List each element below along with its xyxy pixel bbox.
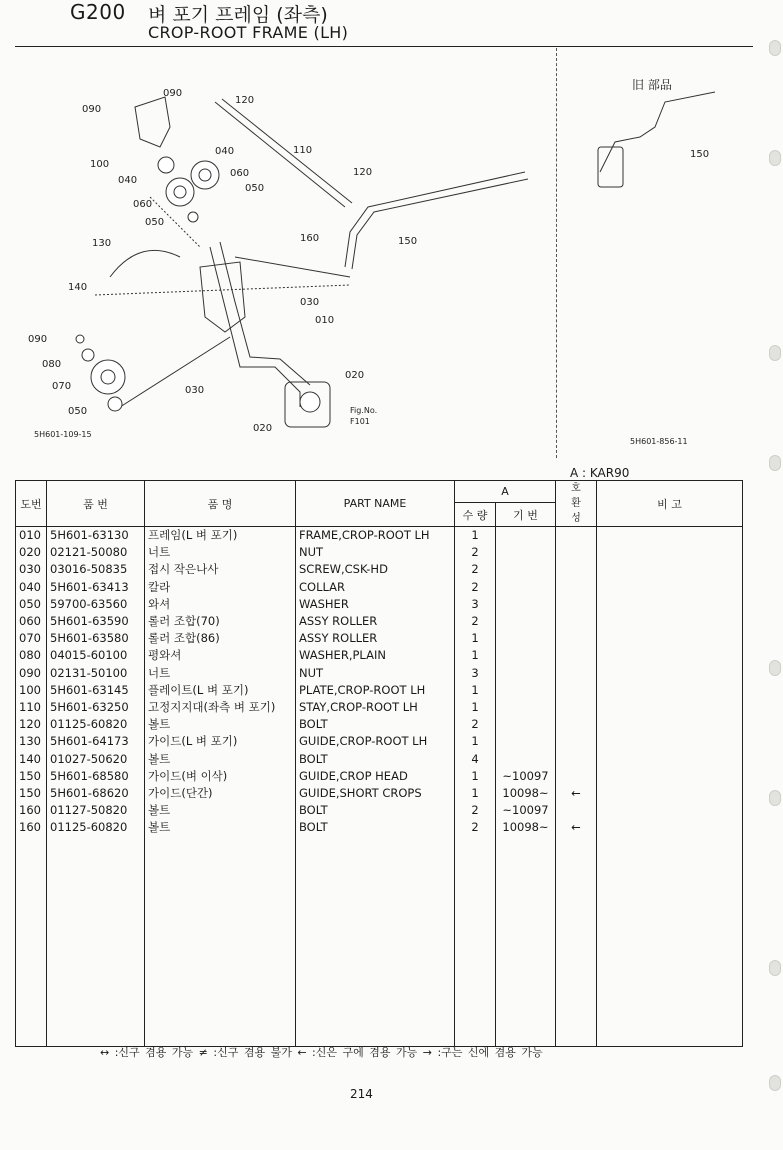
page-title-korean: 벼 포기 프레임 (좌측) [148, 4, 328, 26]
row-name-ko: 볼트 [145, 819, 296, 836]
row-part-name: ASSY ROLLER [296, 630, 455, 647]
page-number: 214 [350, 1087, 373, 1101]
section-code: G200 [70, 0, 126, 24]
row-part-name: GUIDE,SHORT CROPS [296, 785, 455, 802]
row-no: 010 [16, 527, 47, 545]
row-remarks [597, 544, 743, 561]
row-interchange [556, 699, 597, 716]
row-part-no: 5H601-63590 [47, 613, 145, 630]
row-remarks [597, 785, 743, 802]
row-qty: 1 [455, 682, 496, 699]
callout-label: 120 [235, 95, 255, 106]
row-part-no: 5H601-64173 [47, 733, 145, 750]
row-part-name: BOLT [296, 750, 455, 767]
row-serial [496, 613, 556, 630]
row-serial [496, 561, 556, 578]
row-serial [496, 750, 556, 767]
row-name-ko: 플레이트(L 벼 포기) [145, 682, 296, 699]
row-serial [496, 527, 556, 545]
row-interchange [556, 768, 597, 785]
callout-label: 030 [185, 385, 205, 396]
callout-label: 160 [300, 233, 320, 244]
row-name-ko: 고정지지대(좌측 벼 포기) [145, 699, 296, 716]
row-serial: 10098~ [496, 819, 556, 836]
row-serial: ~10097 [496, 802, 556, 819]
blank-cell [47, 836, 145, 1047]
binder-hole [769, 455, 781, 471]
blank-cell [556, 836, 597, 1047]
table-row [16, 630, 743, 647]
col-header-interchange: 호 환 성 [556, 481, 597, 527]
row-interchange [556, 613, 597, 630]
row-name-ko: 볼트 [145, 716, 296, 733]
row-part-name: NUT [296, 544, 455, 561]
callout-label: 080 [42, 359, 62, 370]
table-row [16, 802, 743, 819]
row-serial [496, 647, 556, 664]
binder-hole [769, 1075, 781, 1091]
row-name-ko: 접시 작은나사 [145, 561, 296, 578]
row-remarks [597, 665, 743, 682]
row-interchange: ← [556, 819, 597, 836]
drawing-id-right: 5H601-856-11 [630, 437, 688, 446]
row-name-ko: 볼트 [145, 750, 296, 767]
row-qty: 2 [455, 544, 496, 561]
row-name-ko: 가이드(벼 이삭) [145, 768, 296, 785]
row-qty: 2 [455, 716, 496, 733]
row-serial: 10098~ [496, 785, 556, 802]
callout-label: 040 [118, 175, 138, 186]
callout-label: 030 [300, 297, 320, 308]
row-serial [496, 716, 556, 733]
blank-cell [16, 836, 47, 1047]
row-remarks [597, 613, 743, 630]
callout-label: 050 [68, 406, 88, 417]
row-part-name: COLLAR [296, 579, 455, 596]
row-no: 050 [16, 596, 47, 613]
row-remarks [597, 768, 743, 785]
col-header-qty: 수 량 [455, 503, 496, 527]
row-part-no: 01027-50620 [47, 750, 145, 767]
col-header-name-ko: 품 명 [145, 481, 296, 527]
row-part-no: 04015-60100 [47, 647, 145, 664]
row-interchange [556, 750, 597, 767]
row-part-no: 5H601-68580 [47, 768, 145, 785]
row-part-no: 5H601-63130 [47, 527, 145, 545]
row-serial [496, 596, 556, 613]
row-no: 110 [16, 699, 47, 716]
row-name-ko: 평와셔 [145, 647, 296, 664]
exploded-parts-diagram [0, 47, 783, 467]
table-row [16, 768, 743, 785]
table-row [16, 665, 743, 682]
row-remarks [597, 716, 743, 733]
callout-label: 050 [145, 217, 165, 228]
interchangeability-legend: ↔ :신구 겸용 가능 ≠ :신구 겸용 불가 ← :신은 구에 겸용 가능 → :구는 신에 겸용 가능 [100, 1046, 543, 1059]
row-remarks [597, 579, 743, 596]
table-row [16, 716, 743, 733]
row-qty: 1 [455, 785, 496, 802]
row-part-no: 59700-63560 [47, 596, 145, 613]
callout-label: 100 [90, 159, 110, 170]
row-interchange [556, 579, 597, 596]
col-header-part-name: PART NAME [296, 481, 455, 527]
row-no: 040 [16, 579, 47, 596]
col-header-serial: 기 번 [496, 503, 556, 527]
row-no: 140 [16, 750, 47, 767]
row-part-no: 03016-50835 [47, 561, 145, 578]
row-no: 120 [16, 716, 47, 733]
row-serial [496, 665, 556, 682]
row-part-name: WASHER [296, 596, 455, 613]
callout-label: 140 [68, 282, 88, 293]
row-remarks [597, 630, 743, 647]
row-remarks [597, 682, 743, 699]
row-name-ko: 롤러 조합(86) [145, 630, 296, 647]
row-qty: 2 [455, 819, 496, 836]
parts-table [15, 480, 743, 1047]
row-qty: 4 [455, 750, 496, 767]
row-part-name: NUT [296, 665, 455, 682]
callout-label: 020 [253, 423, 273, 434]
table-row [16, 579, 743, 596]
row-no: 100 [16, 682, 47, 699]
row-no: 020 [16, 544, 47, 561]
row-serial: ~10097 [496, 768, 556, 785]
row-interchange [556, 733, 597, 750]
col-header-remarks: 비 고 [597, 481, 743, 527]
row-part-no: 5H601-63145 [47, 682, 145, 699]
callout-label: 120 [353, 167, 373, 178]
row-no: 150 [16, 785, 47, 802]
row-interchange [556, 630, 597, 647]
model-note: A : KAR90 [570, 466, 630, 480]
row-remarks [597, 819, 743, 836]
row-no: 150 [16, 768, 47, 785]
row-part-name: GUIDE,CROP-ROOT LH [296, 733, 455, 750]
row-part-name: BOLT [296, 716, 455, 733]
row-name-ko: 너트 [145, 665, 296, 682]
row-name-ko: 볼트 [145, 802, 296, 819]
blank-cell [496, 836, 556, 1047]
row-part-no: 5H601-63413 [47, 579, 145, 596]
row-part-name: BOLT [296, 802, 455, 819]
row-remarks [597, 750, 743, 767]
row-name-ko: 가이드(L 벼 포기) [145, 733, 296, 750]
callout-label: 020 [345, 370, 365, 381]
row-remarks [597, 699, 743, 716]
callout-label: 010 [315, 315, 335, 326]
row-interchange [556, 647, 597, 664]
row-interchange [556, 544, 597, 561]
page-title-english: CROP-ROOT FRAME (LH) [148, 23, 349, 42]
row-no: 060 [16, 613, 47, 630]
row-part-name: ASSY ROLLER [296, 613, 455, 630]
row-interchange [556, 665, 597, 682]
figure-reference: F101 [350, 417, 370, 426]
row-name-ko: 롤러 조합(70) [145, 613, 296, 630]
row-qty: 2 [455, 802, 496, 819]
diagram-rollers [76, 157, 320, 412]
row-part-no: 5H601-63250 [47, 699, 145, 716]
row-part-name: SCREW,CSK-HD [296, 561, 455, 578]
row-qty: 1 [455, 630, 496, 647]
row-part-no: 02121-50080 [47, 544, 145, 561]
row-serial [496, 630, 556, 647]
row-remarks [597, 561, 743, 578]
callout-label: 150 [690, 149, 710, 160]
row-no: 160 [16, 819, 47, 836]
table-row [16, 596, 743, 613]
callout-label: 060 [133, 199, 153, 210]
row-interchange: ← [556, 785, 597, 802]
row-interchange [556, 716, 597, 733]
row-interchange [556, 682, 597, 699]
binder-hole [769, 790, 781, 806]
table-row [16, 527, 743, 545]
row-part-no: 5H601-63580 [47, 630, 145, 647]
row-serial [496, 682, 556, 699]
row-remarks [597, 527, 743, 545]
row-interchange [556, 527, 597, 545]
row-remarks [597, 596, 743, 613]
row-remarks [597, 647, 743, 664]
table-row [16, 613, 743, 630]
row-interchange [556, 561, 597, 578]
blank-cell [455, 836, 496, 1047]
row-part-no: 5H601-68620 [47, 785, 145, 802]
row-part-no: 01125-60820 [47, 716, 145, 733]
table-blank-area [16, 836, 743, 1047]
callout-label: 050 [245, 183, 265, 194]
row-no: 130 [16, 733, 47, 750]
table-row [16, 819, 743, 836]
callout-label: 150 [398, 236, 418, 247]
row-no: 090 [16, 665, 47, 682]
binder-hole [769, 660, 781, 676]
row-part-name: STAY,CROP-ROOT LH [296, 699, 455, 716]
table-row [16, 561, 743, 578]
row-no: 070 [16, 630, 47, 647]
col-header-no: 도번 [16, 481, 47, 527]
table-row [16, 699, 743, 716]
blank-cell [597, 836, 743, 1047]
row-remarks [597, 733, 743, 750]
callout-label: 090 [82, 104, 102, 115]
row-interchange [556, 802, 597, 819]
callout-label: 090 [163, 88, 183, 99]
binder-hole [769, 150, 781, 166]
row-part-no: 01125-60820 [47, 819, 145, 836]
col-header-group-a: A [455, 481, 556, 503]
callout-label: 090 [28, 334, 48, 345]
row-part-no: 01127-50820 [47, 802, 145, 819]
row-qty: 1 [455, 647, 496, 664]
row-remarks [597, 802, 743, 819]
row-serial [496, 544, 556, 561]
diagram-lines [95, 92, 715, 427]
binder-hole [769, 40, 781, 56]
table-row [16, 733, 743, 750]
row-qty: 2 [455, 579, 496, 596]
table-row [16, 682, 743, 699]
row-part-name: BOLT [296, 819, 455, 836]
row-part-name: WASHER,PLAIN [296, 647, 455, 664]
blank-cell [296, 836, 455, 1047]
row-serial [496, 579, 556, 596]
row-part-name: PLATE,CROP-ROOT LH [296, 682, 455, 699]
row-name-ko: 너트 [145, 544, 296, 561]
row-qty: 3 [455, 665, 496, 682]
row-qty: 3 [455, 596, 496, 613]
row-qty: 2 [455, 561, 496, 578]
drawing-id-left: 5H601-109-15 [34, 430, 92, 439]
row-qty: 1 [455, 733, 496, 750]
table-row [16, 750, 743, 767]
row-interchange [556, 596, 597, 613]
callout-label: 110 [293, 145, 313, 156]
table-row [16, 785, 743, 802]
callout-label: 070 [52, 381, 72, 392]
binder-hole [769, 345, 781, 361]
row-qty: 2 [455, 613, 496, 630]
row-no: 160 [16, 802, 47, 819]
row-part-no: 02131-50100 [47, 665, 145, 682]
figure-number-label: Fig.No. [350, 406, 378, 415]
row-qty: 1 [455, 768, 496, 785]
callout-label: 040 [215, 146, 235, 157]
row-part-name: FRAME,CROP-ROOT LH [296, 527, 455, 545]
table-row [16, 544, 743, 561]
old-parts-heading: 旧 部品 [632, 78, 672, 92]
col-header-part-no: 품 번 [47, 481, 145, 527]
binder-hole [769, 960, 781, 976]
blank-cell [145, 836, 296, 1047]
row-serial [496, 733, 556, 750]
row-name-ko: 가이드(단간) [145, 785, 296, 802]
table-row [16, 647, 743, 664]
row-name-ko: 칼라 [145, 579, 296, 596]
row-serial [496, 699, 556, 716]
callout-label: 060 [230, 168, 250, 179]
row-qty: 1 [455, 699, 496, 716]
row-qty: 1 [455, 527, 496, 545]
row-part-name: GUIDE,CROP HEAD [296, 768, 455, 785]
callout-label: 130 [92, 238, 112, 249]
row-no: 080 [16, 647, 47, 664]
row-no: 030 [16, 561, 47, 578]
row-name-ko: 와셔 [145, 596, 296, 613]
diagram-callouts [28, 78, 709, 446]
row-name-ko: 프레임(L 벼 포기) [145, 527, 296, 545]
